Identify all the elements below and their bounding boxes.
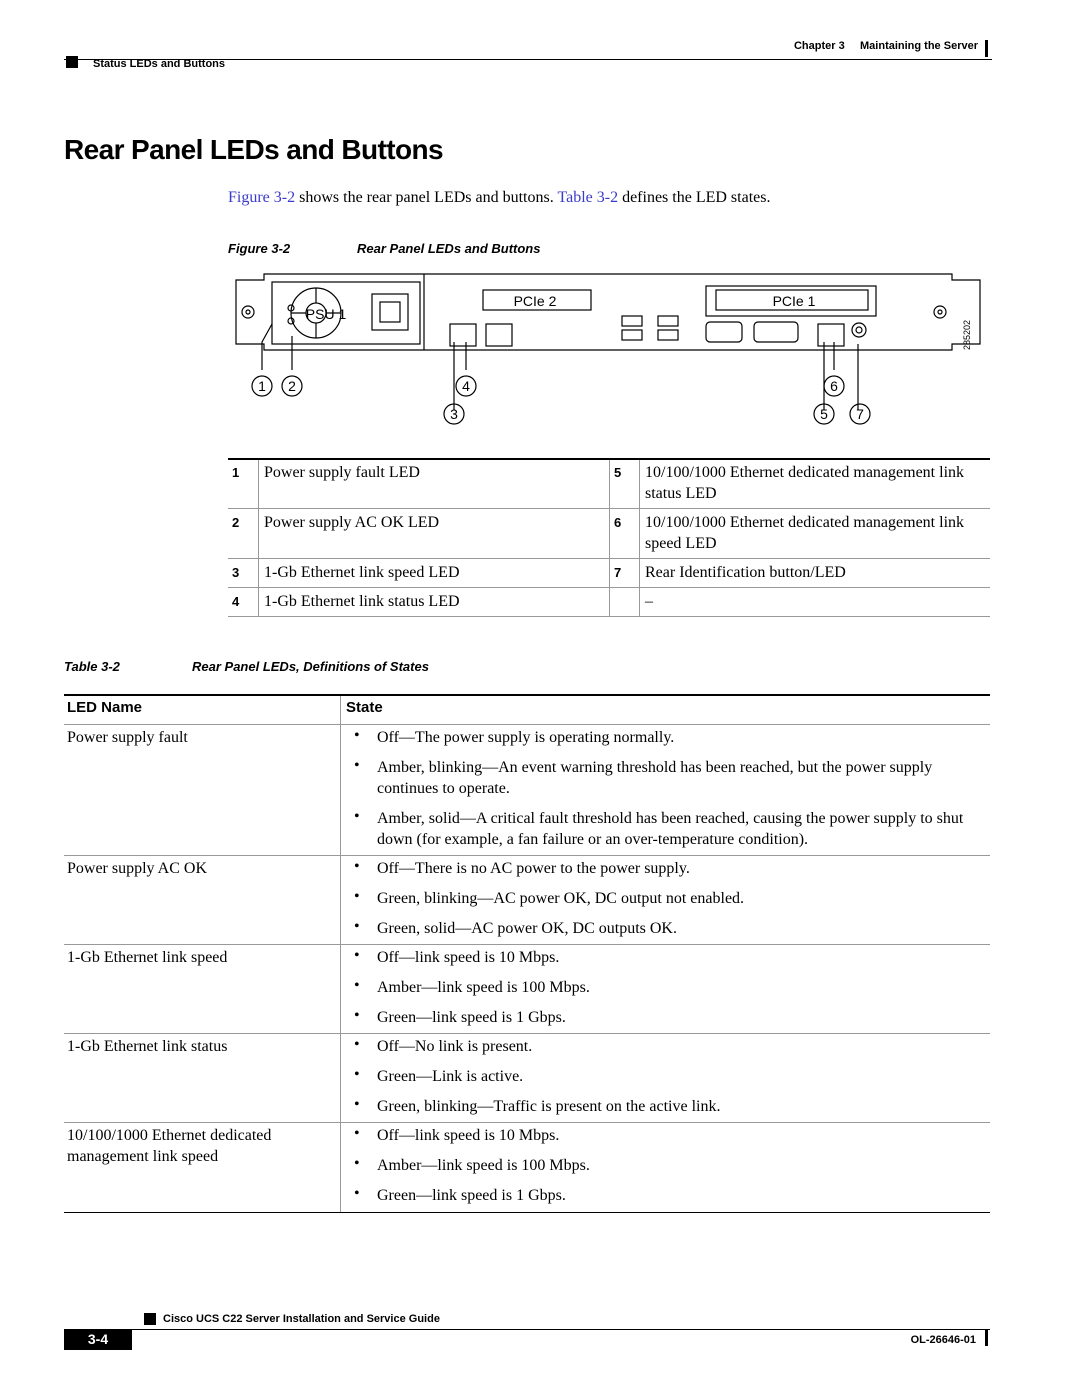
footer-square-marker (144, 1313, 156, 1325)
table-row-separator (64, 944, 990, 945)
state-text: Off—The power supply is operating normally. (377, 729, 675, 746)
state-text: Off—link speed is 10 Mbps. (377, 949, 560, 966)
pcie1-label: PCIe 1 (772, 293, 816, 309)
state-text: Green, solid—AC power OK, DC outputs OK. (377, 920, 677, 937)
bullet: • (354, 947, 360, 964)
table-label: Table 3-2 (64, 659, 120, 674)
state-text: Off—There is no AC power to the power supply. (377, 860, 690, 877)
led-name-cell: 1-Gb Ethernet link speed (67, 949, 228, 966)
psu-label: PSU 1 (305, 306, 347, 322)
table-top-rule (64, 694, 990, 696)
chapter-number: Chapter 3 (793, 40, 845, 52)
bullet: • (354, 757, 360, 774)
callout-text: Power supply AC OK LED (264, 514, 440, 531)
callout-text: – (645, 593, 653, 610)
table-row-separator (64, 1122, 990, 1123)
bullet: • (354, 1185, 360, 1202)
bullet: • (354, 1036, 360, 1053)
state-text: Off—No link is present. (377, 1038, 533, 1055)
callout-number: 6 (614, 515, 622, 530)
bullet: • (354, 1096, 360, 1113)
callout-number: 4 (232, 594, 240, 609)
callout-3: 3 (450, 406, 458, 422)
figure-link[interactable]: Figure 3-2 (228, 189, 296, 206)
table-column-divider (340, 696, 341, 1213)
guide-title: Cisco UCS C22 Server Installation and Service Guide (163, 1313, 440, 1325)
state-text: Green, blinking—AC power OK, DC output not enabled. (377, 890, 745, 907)
bullet: • (354, 1066, 360, 1083)
bullet: • (354, 977, 360, 994)
led-name-cell: 10/100/1000 Ethernet dedicated management link speed (67, 1127, 272, 1165)
bullet: • (354, 1125, 360, 1142)
callout-text: 1-Gb Ethernet link status LED (264, 593, 460, 610)
pcie2-label: PCIe 2 (513, 293, 557, 309)
bullet: • (354, 888, 360, 905)
art-number: 285202 (962, 319, 972, 350)
callout-text: Power supply fault LED (264, 464, 420, 481)
intro-text-1: shows the rear panel LEDs and buttons. (295, 189, 558, 206)
column-header-led-name: LED Name (67, 699, 143, 716)
bullet: • (354, 808, 360, 825)
intro-text-2: defines the LED states. (618, 189, 771, 206)
table-caption: Rear Panel LEDs, Definitions of States (192, 659, 429, 674)
column-header-state: State (346, 699, 383, 716)
footer-rule (64, 1329, 990, 1330)
document-number: OL-26646-01 (910, 1334, 976, 1346)
section-name: Status LEDs and Buttons (93, 58, 226, 70)
bullet: • (354, 918, 360, 935)
callout-1: 1 (258, 378, 266, 394)
state-text: Green, blinking—Traffic is present on the active link. (377, 1098, 721, 1115)
led-name-cell: Power supply fault (67, 729, 188, 746)
callout-text: Rear Identification button/LED (645, 564, 846, 581)
callout-number: 2 (232, 515, 240, 530)
state-text: Green—Link is active. (377, 1068, 524, 1085)
bullet: • (354, 1007, 360, 1024)
callout-2: 2 (288, 378, 296, 394)
bullet: • (354, 1155, 360, 1172)
running-header (760, 40, 978, 52)
callout-text: 10/100/1000 Ethernet dedicated management link status LED (645, 464, 965, 502)
callout-text: 10/100/1000 Ethernet dedicated management link speed LED (645, 514, 965, 552)
table-row-separator (64, 855, 990, 856)
figure-label: Figure 3-2 (228, 241, 291, 256)
footer-bar (985, 1329, 988, 1346)
table-link[interactable]: Table 3-2 (557, 189, 619, 206)
state-text: Green—link speed is 1 Gbps. (377, 1009, 566, 1026)
led-name-cell: 1-Gb Ethernet link status (67, 1038, 228, 1055)
callout-4: 4 (462, 378, 470, 394)
led-name-cell: Power supply AC OK (67, 860, 208, 877)
table-bottom-rule (64, 1212, 990, 1213)
intro-paragraph (228, 189, 770, 207)
table-row-separator (64, 1033, 990, 1034)
callout-6: 6 (830, 378, 838, 394)
bullet: • (354, 727, 360, 744)
state-text: Green—link speed is 1 Gbps. (377, 1187, 566, 1204)
callout-number: 5 (614, 465, 622, 480)
header-bar (985, 40, 988, 57)
callout-7: 7 (856, 406, 864, 422)
callout-number: 1 (232, 465, 240, 480)
callout-number: 7 (614, 565, 622, 580)
page-title: Rear Panel LEDs and Buttons (64, 134, 443, 165)
callout-text: 1-Gb Ethernet link speed LED (264, 564, 460, 581)
rear-panel-figure (228, 272, 990, 442)
chapter-title: Maintaining the Server (860, 40, 978, 52)
callout-number: 3 (232, 565, 240, 580)
state-text: Amber—link speed is 100 Mbps. (377, 1157, 590, 1174)
table-header-rule (64, 724, 990, 725)
bullet: • (354, 858, 360, 875)
state-text: Amber, blinking—An event warning threshold has been reached, but the power supply continues to operate. (377, 759, 933, 797)
page-number: 3-4 (64, 1329, 132, 1350)
state-text: Amber—link speed is 100 Mbps. (377, 979, 590, 996)
state-text: Amber, solid—A critical fault threshold has been reached, causing the power supply to shut down (for example, a fan failure or an over-temperature condition). (377, 810, 964, 848)
figure-caption: Rear Panel LEDs and Buttons (357, 241, 541, 256)
header-square-marker (66, 56, 78, 68)
state-text: Off—link speed is 10 Mbps. (377, 1127, 560, 1144)
callout-5: 5 (820, 406, 828, 422)
